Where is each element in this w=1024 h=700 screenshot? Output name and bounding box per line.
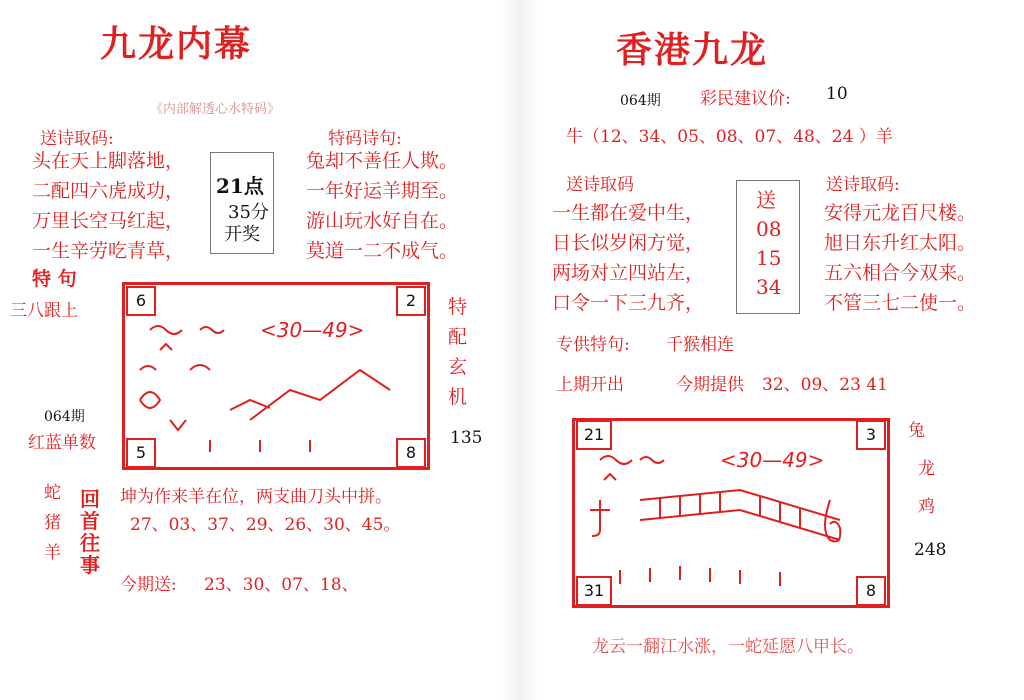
- review-label: [80, 488, 100, 576]
- side-char: 特: [448, 296, 468, 318]
- animal-char: 鸡: [918, 497, 935, 517]
- prev-label: 上期开出: [556, 375, 624, 395]
- corner-bl: 31: [576, 576, 612, 606]
- animal-char: 猪: [44, 513, 61, 533]
- poem-line: 安得元龙百尺楼。: [824, 202, 977, 224]
- cloud-stroke: [160, 344, 172, 350]
- review-char: 事: [80, 553, 100, 577]
- corner-tr: 2: [396, 286, 426, 316]
- review-char: 首: [80, 509, 100, 533]
- right-poem: [552, 198, 704, 318]
- left-title: 九龙内幕: [100, 23, 253, 65]
- cloud-stroke: [600, 456, 632, 464]
- poem-line: 游山玩水好自在。: [306, 210, 459, 232]
- right-side-number: 248: [914, 540, 947, 560]
- figure-six: [825, 500, 840, 542]
- poem-line: 二配四六虎成功，: [32, 180, 185, 202]
- time-line1: 21点: [216, 174, 264, 198]
- provide-numbers: 32、09、23 41: [762, 375, 888, 395]
- right-sketch-range: <30—49>: [720, 448, 825, 472]
- corner-tr: 3: [856, 420, 886, 450]
- special-sentence-label: 特 句: [32, 268, 77, 290]
- side-char: 配: [448, 326, 468, 348]
- poem-line: 两场对立四站左，: [552, 262, 705, 284]
- special-sentence: 三八跟上: [10, 301, 78, 321]
- wave-stroke: [140, 366, 156, 370]
- left-poem: [32, 146, 184, 266]
- time-line2: 35分: [228, 202, 269, 223]
- wave-stroke: [190, 365, 210, 370]
- time-line3: 开奖: [224, 224, 260, 245]
- mountain-stroke: [250, 370, 390, 420]
- corner-br: 8: [396, 438, 426, 468]
- poem-line: 万里长空马红起，: [32, 210, 185, 232]
- left-sketch-range: <30—49>: [260, 318, 365, 342]
- animal-char: 蛇: [44, 483, 61, 503]
- wall-bottom: [640, 510, 840, 540]
- left-poem-label: 送诗取码:: [40, 129, 114, 149]
- animal-char: 龙: [918, 459, 935, 479]
- right-poem-right: [824, 198, 976, 318]
- corner-bl: 5: [126, 438, 156, 468]
- poem-line: 一生辛劳吃青草，: [32, 240, 185, 262]
- cloud-stroke: [150, 326, 182, 334]
- poem-line: 日长似岁闲方觉，: [552, 232, 705, 254]
- animal-char: 兔: [908, 421, 925, 441]
- special-label: 专供特句:: [556, 335, 630, 355]
- special-poem-label: 特码诗句:: [328, 129, 402, 149]
- left-side-number: 135: [450, 428, 483, 448]
- corner-tl: 21: [576, 420, 612, 450]
- page-fold: [500, 0, 540, 700]
- cloud-stroke: [200, 327, 224, 333]
- right-issue: 064期: [620, 93, 661, 109]
- arrow-stroke: [620, 566, 780, 586]
- ox-line: 牛（12、34、05、08、07、48、24 ）羊: [566, 127, 893, 147]
- right-side-animals: [908, 412, 935, 526]
- left-issue: 064期: [44, 409, 85, 425]
- poem-line: 旭日东升红太阳。: [824, 232, 977, 254]
- right-poem-label: 送诗取码: [566, 175, 634, 195]
- special-poem: [306, 146, 458, 266]
- poem-line: 一年好运羊期至。: [306, 180, 459, 202]
- poem-line: 兔却不善任人欺。: [306, 150, 459, 172]
- today-label: 今期送:: [120, 575, 177, 595]
- left-sketch-drawing: [130, 300, 416, 460]
- review-char: 回: [80, 487, 100, 511]
- left-poem-line: 坤为作来羊在位，两支曲刀头中拼。: [120, 487, 392, 507]
- poem-line: 口令一下三九齐，: [552, 292, 705, 314]
- special-text: 千猴相连: [666, 335, 734, 355]
- poem-line: 莫道一二不成气。: [306, 240, 459, 262]
- cloud-stroke: [640, 457, 664, 463]
- side-char: 玄: [448, 356, 468, 378]
- send-char: 送: [756, 188, 776, 212]
- left-side-right: [448, 292, 467, 412]
- corner-tl: 6: [126, 286, 156, 316]
- review-char: 往: [80, 531, 100, 555]
- right-title: 香港九龙: [616, 29, 769, 71]
- poem-line: 头在天上脚落地，: [32, 150, 185, 172]
- poem-line: 一生都在爱中生，: [552, 202, 705, 224]
- right-sketch-drawing: [580, 440, 880, 600]
- corner-br: 8: [856, 576, 886, 606]
- poem-line: 不管三七二使一。: [824, 292, 977, 314]
- send-box-content: [756, 186, 781, 302]
- side-char: 机: [448, 386, 468, 408]
- left-subtitle: 《内部解透心水特码》: [150, 102, 281, 117]
- color-hint: 红蓝单数: [28, 433, 96, 453]
- right-poem-label-right: 送诗取码:: [826, 175, 900, 195]
- poem-line: 五六相合今双来。: [824, 262, 977, 284]
- cloud-stroke: [604, 474, 616, 480]
- left-numbers: 27、03、37、29、26、30、45。: [130, 515, 401, 535]
- send-number: 08: [756, 217, 782, 241]
- send-number: 15: [756, 246, 782, 270]
- arrow-stroke: [170, 420, 186, 430]
- send-number: 34: [756, 275, 782, 299]
- animals-vertical: [44, 478, 61, 568]
- price-label: 彩民建议价:: [700, 89, 791, 109]
- today-numbers: 23、30、07、18、: [204, 575, 359, 595]
- right-bottom-line: 龙云一翻江水涨，一蛇延愿八甲长。: [592, 637, 864, 657]
- provide-label: 今期提供: [676, 375, 744, 395]
- figure-five: [140, 392, 160, 408]
- wall-top: [640, 490, 840, 520]
- price-value: 10: [826, 84, 848, 104]
- animal-char: 羊: [44, 543, 61, 563]
- glyph-stroke: [590, 500, 610, 536]
